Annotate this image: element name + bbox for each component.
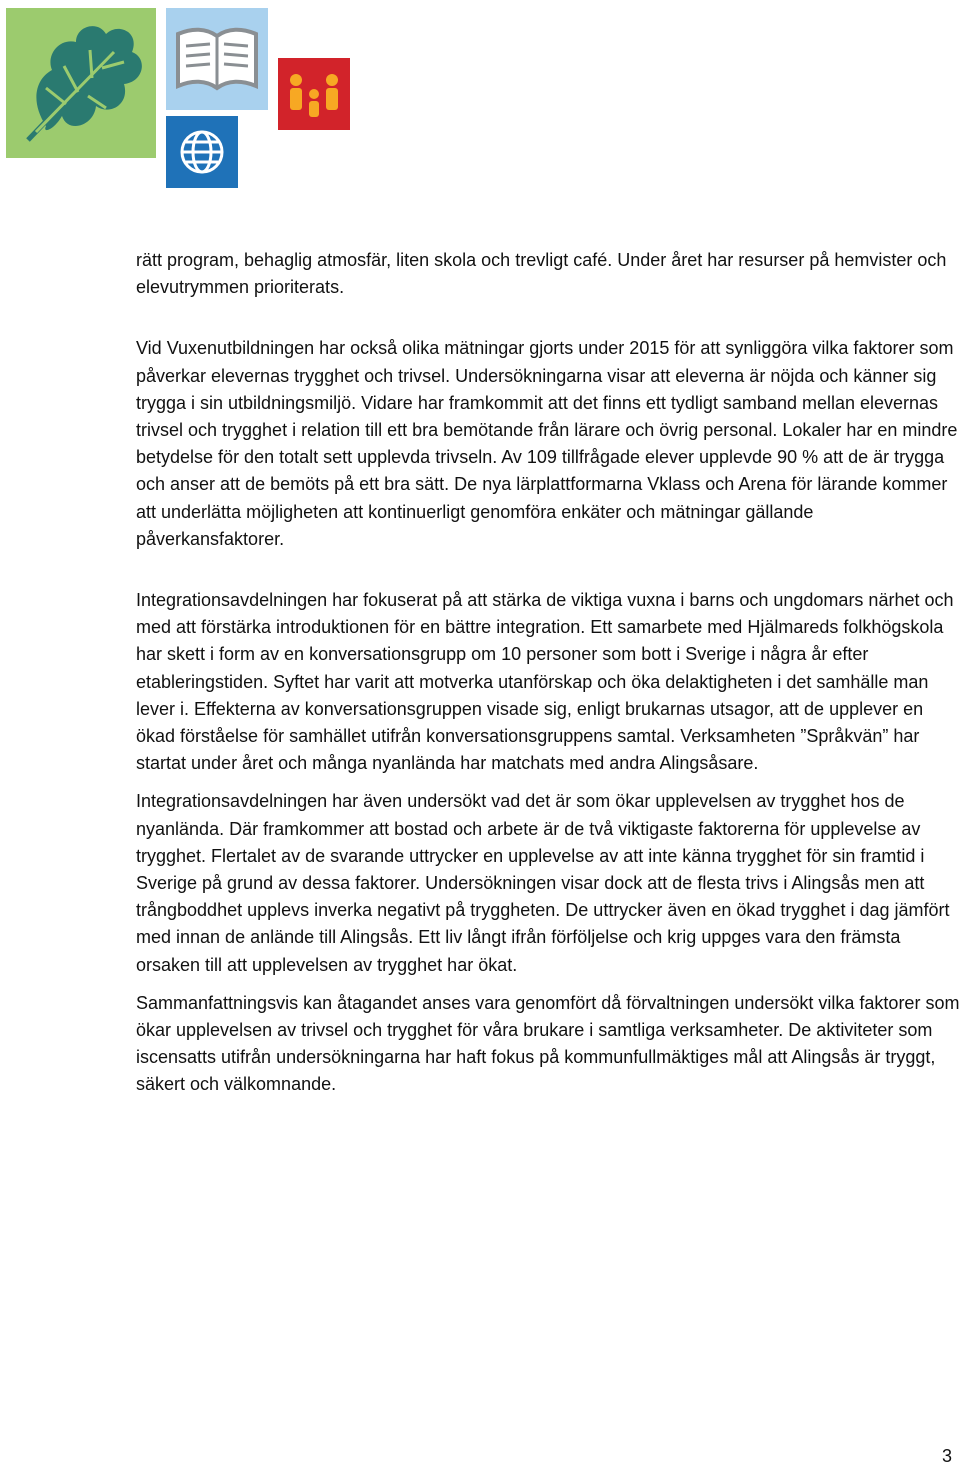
oak-leaf-icon	[6, 8, 156, 158]
paragraph-4: Integrationsavdelningen har även undersökt vad det är som ökar upplevelsen av trygghet hos de nyanlända. Där framkommer att bostad och arbete är de två viktigaste faktorerna för upplevelse av trygghet. Flertalet av de svarande uttrycker en upplevelse av att inte känna trygghet för sin framtid i Sverige på grund av dessa faktorer. Undersökningen visar dock att de flesta trivs i Alingsås men att trångboddhet upplevs inverka negativt på tryggheten. De uttrycker även en ökad trygghet i dag jämfört med innan de anlände till Alingsås. Ett liv långt ifrån förföljelse och krig uppges vara den främsta orsaken till att upplevelsen av trygghet har ökat.	[136, 791, 950, 975]
municipality-logo	[0, 0, 360, 200]
paragraph-1: rätt program, behaglig atmosfär, liten skola och trevligt café. Under året har resurser på hemvister och elevutrymmen prioriterats.	[136, 250, 947, 298]
family-icon	[278, 58, 350, 130]
paragraph-5: Sammanfattningsvis kan åtagandet anses vara genomfört då förvaltningen undersökt vilka faktorer som ökar upplevelsen av trivsel och trygghet för våra brukare i samtliga verksamheter. De aktiviteter som iscensatts utifrån undersökningarna har haft fokus på kommunfullmäktiges mål att Alingsås är tryggt, säkert och välkomnande.	[136, 992, 960, 1095]
document-body	[136, 247, 960, 1099]
globe-icon	[166, 116, 238, 188]
page-number: 3	[942, 1446, 953, 1466]
paragraph-3: Integrationsavdelningen har fokuserat på att stärka de viktiga vuxna i barns och ungdomars närhet och med att förstärka introduktionen för en bättre integration. Ett samarbete med Hjälmareds folkhögskola har skett i form av en konversationsgrupp om 10 personer som bott i Sverige i några år efter etableringstiden. Syftet har varit att motverka utanförskap och öka delaktigheten i det samhälle man lever i. Effekterna av konversationsgruppen visade sig, enligt brukarnas utsagor, att de upplever en ökad förståelse för samhället utifrån konversationsgruppens samtal. Verksamheten ”Språkvän” har startat under året och många nyanlända har matchats med andra Alingsåsare.	[136, 590, 954, 774]
paragraph-2: Vid Vuxenutbildningen har också olika mätningar gjorts under 2015 för att synliggöra vilka faktorer som påverkar elevernas trygghet och trivsel. Undersökningarna visar att eleverna är nöjda och känner sig trygga i sin utbildningsmiljö. Vidare har framkommit att det finns ett tydligt samband mellan elevernas trivsel och trygghet i relation till ett bra bemötande från lärare och övrig personal. Lokaler har en mindre betydelse för den totalt sett upplevda trivseln. Av 109 tillfrågade elever upplevde 90 % att de är trygga och anser att de bemöts på ett bra sätt. De nya lärplattformarna Vklass och Arena för lärande kommer att underlätta möjligheten att kontinuerligt genomföra enkäter och mätningar gällande påverkansfaktorer.	[136, 338, 958, 549]
open-book-icon	[166, 8, 268, 110]
